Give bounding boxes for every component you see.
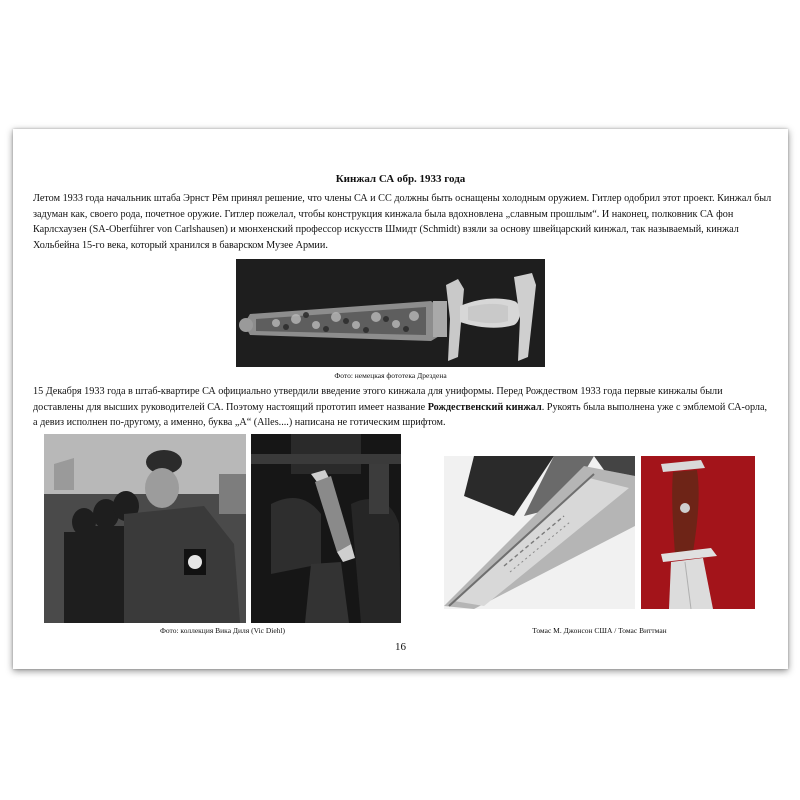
left-photos-caption: Фото: коллекция Вика Диля (Vic Diehl)	[159, 626, 286, 635]
paragraph2-text-end: . Рукоять была выполнена уже с эмблемой СА-орла, а девиз исполнен по-другому, а именно, буква „A“ (Alles....) написана не готическим шрифтом.	[33, 401, 768, 428]
page-title: Кинжал СА обр. 1933 года	[335, 173, 466, 185]
dagger-photo	[236, 259, 545, 367]
dagger-photo-caption: Фото: немецкая фототека Дрездена	[334, 371, 447, 380]
blade-engraving-photo	[444, 456, 635, 609]
red-background-hilt-photo	[641, 456, 755, 609]
paragraph2-bold-term: Рождественский кинжал	[427, 401, 542, 413]
paragraph-christmas-dagger	[33, 384, 773, 431]
right-photos-caption: Томас М. Джонсон США / Томас Виттман	[532, 626, 667, 635]
soldiers-photo	[44, 434, 246, 623]
page-number: 16	[395, 641, 406, 653]
paragraph-history: Летом 1933 года начальник штаба Эрнст Рём принял решение, что члены СА и СС должны быть оснащены холодным оружием. Гитлер одобрил этот проект. Кинжал был задуман как, своего рода, почетное оружие. Гитлер пожелал, чтобы конструкция кинжала была вдохновлена „славным прошлым“. И наконец, полковник СА фон Карлсхаузен (SA-Oberführer von Carlshausen) и мюнхенский профессор искусств Шмидт (Schmidt) взяли за основу швейцарский кинжал, так называемый, кинжал Хольбейна 15-го века, который хранился в баварском Музее Армии.	[33, 193, 772, 251]
dagger-on-belt-photo	[251, 434, 401, 623]
book-page	[13, 129, 788, 669]
paragraph2-text-start: 15 Декабря 1933 года в штаб-квартире СА официально утвердили введение этого кинжала для униформы. Перед Рождеством 1933 года первые кинжалы были доставлены для высших руководителей СА. Поэтому настоящий прототип имеет название	[33, 386, 723, 413]
